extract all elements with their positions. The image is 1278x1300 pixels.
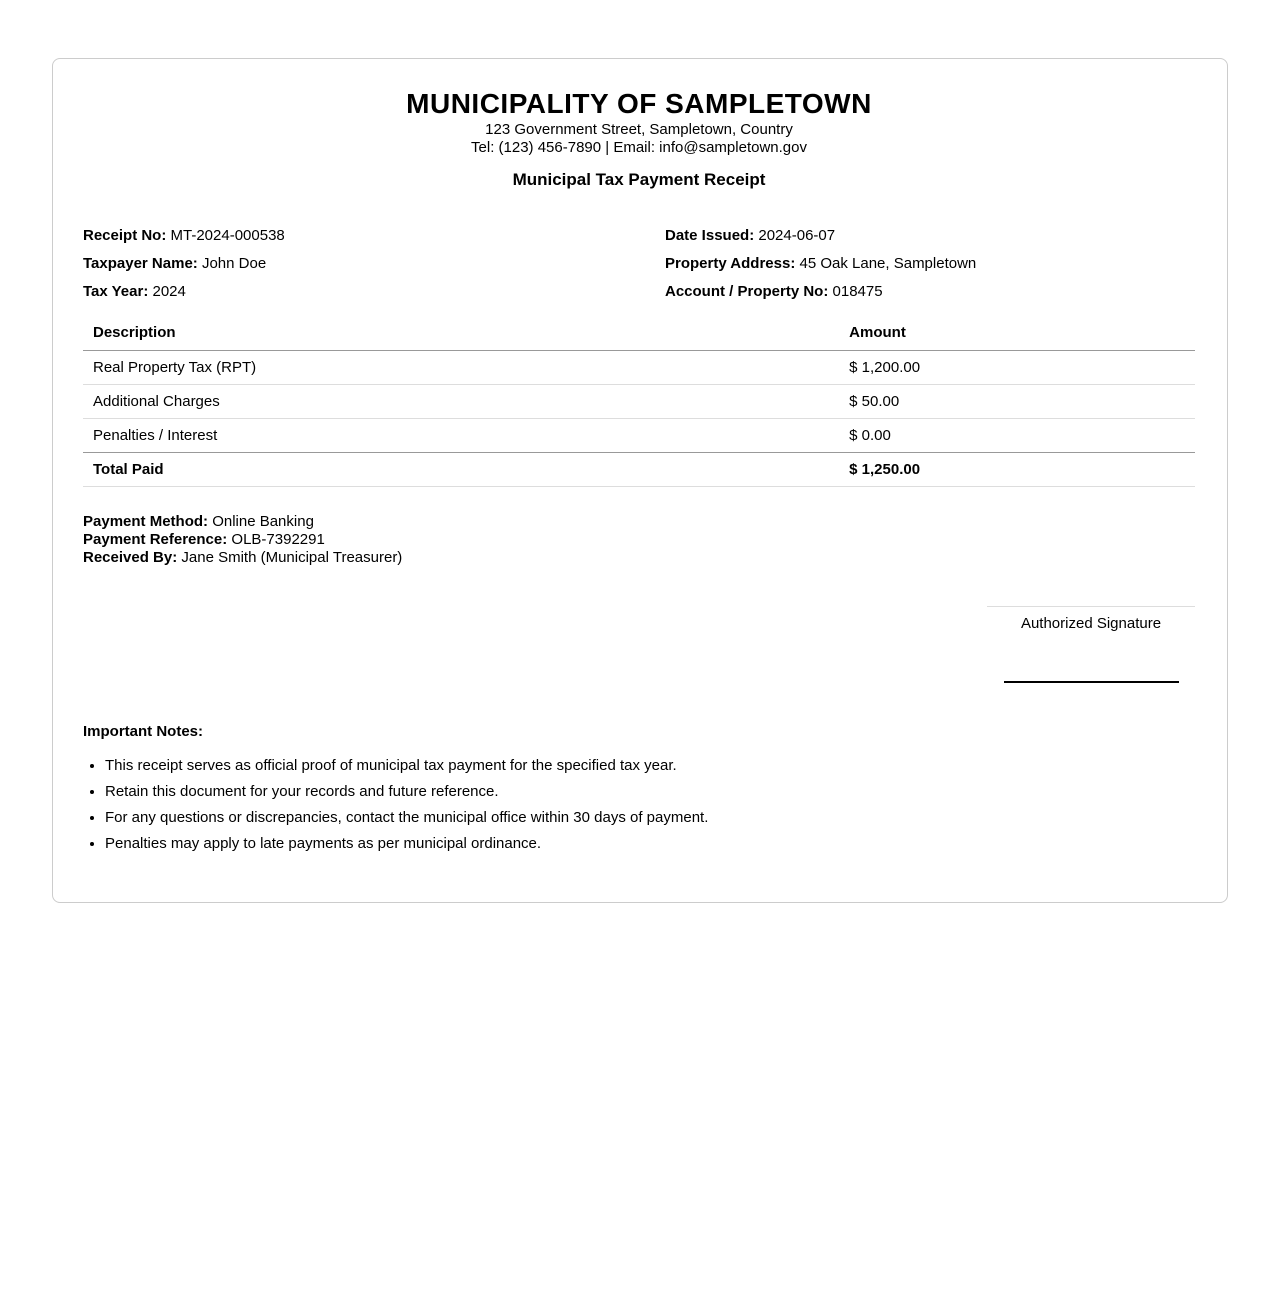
- field-value: Jane Smith (Municipal Treasurer): [181, 549, 403, 566]
- field-value: MT-2024-000538: [170, 227, 285, 244]
- municipality-name: MUNICIPALITY OF SAMPLETOWN: [406, 88, 872, 119]
- table-total-row: [83, 453, 1195, 487]
- payment-reference: [83, 531, 1195, 549]
- field-label: Payment Method:: [83, 513, 209, 530]
- info-account-property-no: [665, 278, 1195, 306]
- payment-method: [83, 513, 1195, 531]
- field-label: Property Address:: [665, 255, 796, 272]
- field-value: 2024-06-07: [758, 227, 836, 244]
- table-header-row: [83, 318, 1195, 351]
- field-label: Taxpayer Name:: [83, 255, 198, 272]
- info-column-right: [639, 222, 1195, 306]
- important-notes-section: [83, 723, 1195, 853]
- field-value: 2024: [152, 283, 186, 300]
- receipt-info-section: [83, 222, 1195, 306]
- field-label: Account / Property No:: [665, 283, 829, 300]
- info-column-left: [83, 222, 639, 306]
- field-label: Date Issued:: [665, 227, 755, 244]
- receipt-card: [52, 58, 1228, 903]
- note-item: • Retain this document for your records and future reference.: [105, 783, 1195, 801]
- notes-heading: Important Notes:: [83, 723, 203, 740]
- info-taxpayer-name: [83, 250, 639, 278]
- total-label-cell: Total Paid: [83, 453, 839, 487]
- field-label: Tax Year:: [83, 283, 149, 300]
- total-amount-cell: $ 1,250.00: [839, 453, 1195, 487]
- info-tax-year: [83, 278, 639, 306]
- amount-cell: $ 50.00: [839, 385, 1195, 419]
- received-by: [83, 549, 1195, 567]
- description-cell: Penalties / Interest: [83, 419, 839, 453]
- table-row-real-property-tax: [83, 351, 1195, 385]
- amount-cell: $ 1,200.00: [839, 351, 1195, 385]
- signature-line: [1004, 681, 1179, 683]
- field-label: Received By:: [83, 549, 178, 566]
- table-row-penalties-interest: [83, 419, 1195, 453]
- field-value: 018475: [832, 283, 883, 300]
- note-item: • This receipt serves as official proof of municipal tax payment for the specified tax year.: [105, 757, 1195, 775]
- info-date-issued: [665, 222, 1195, 250]
- description-column-header: Description: [83, 318, 839, 351]
- info-receipt-no: [83, 222, 639, 250]
- signature-label: Authorized Signature: [1020, 615, 1162, 632]
- note-item: • Penalties may apply to late payments as per municipal ordinance.: [105, 835, 1195, 853]
- amount-column-header: Amount: [839, 318, 1195, 351]
- municipality-contact: Tel: (123) 456-7890 | Email: info@sampletown.gov: [471, 139, 807, 156]
- note-item: • For any questions or discrepancies, contact the municipal office within 30 days of payment.: [105, 809, 1195, 827]
- field-label: Payment Reference:: [83, 531, 228, 548]
- field-value: John Doe: [201, 255, 267, 272]
- receipt-header: [83, 87, 1195, 190]
- receipt-title: Municipal Tax Payment Receipt: [512, 170, 766, 189]
- field-value: OLB-7392291: [231, 531, 325, 548]
- field-value: Online Banking: [212, 513, 314, 530]
- field-value: 45 Oak Lane, Sampletown: [799, 255, 977, 272]
- field-label: Receipt No:: [83, 227, 167, 244]
- description-cell: Additional Charges: [83, 385, 839, 419]
- amount-cell: $ 0.00: [839, 419, 1195, 453]
- municipality-address: 123 Government Street, Sampletown, Country: [485, 121, 793, 138]
- info-property-address: [665, 250, 1195, 278]
- payment-details-section: [83, 513, 1195, 567]
- signature-block: [987, 606, 1195, 683]
- charges-table: [83, 318, 1195, 487]
- table-row-additional-charges: [83, 385, 1195, 419]
- description-cell: Real Property Tax (RPT): [83, 351, 839, 385]
- notes-list: [83, 757, 1195, 853]
